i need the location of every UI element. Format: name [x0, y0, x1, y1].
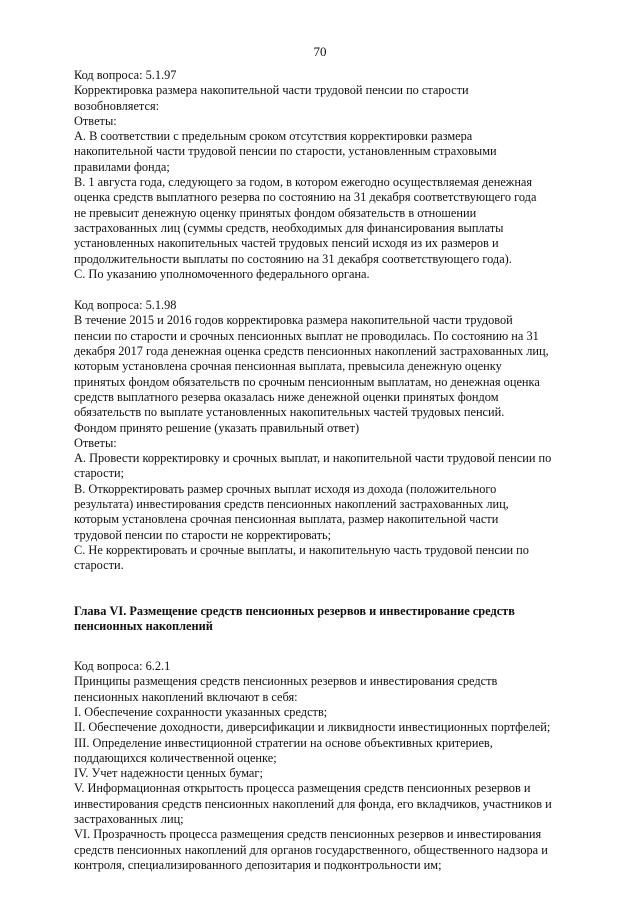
answer-line: В. Откорректировать размер срочных выплат исходя из дохода (положительного — [74, 481, 497, 496]
answer-line: А. В соответствии с предельным сроком отсутствия корректировки размера — [74, 129, 473, 144]
answer-line: результата) инвестирования средств пенсионных накоплений застрахованных лиц, — [74, 497, 509, 512]
answer-line: не превысит денежную оценку принятых фондом обязательств в отношении — [74, 205, 477, 220]
question-code: Код вопроса: 6.2.1 — [74, 659, 171, 674]
question-code: Код вопроса: 5.1.98 — [74, 298, 177, 313]
answer-line: В. 1 августа года, следующего за годом, в котором ежегодно осуществляемая денежная — [74, 175, 533, 190]
answer-line: продолжительности выплаты по состоянию на 31 декабря соответствующего года). — [74, 251, 512, 266]
answer-line: застрахованных лиц (суммы средств, необходимых для финансирования выплаты — [74, 220, 504, 235]
principle-line: II. Обеспечение доходности, диверсификации и ликвидности инвестиционных портфелей; — [74, 720, 551, 735]
question-text-line: принятых фондом обязательств по срочным пенсионным выплатам, но денежная оценка — [74, 374, 540, 389]
question-text-line: пенсии по старости и срочных пенсионных выплат не проводилась. По состоянию на 31 — [74, 328, 539, 343]
question-text-line: пенсионных накоплений включают в себя: — [74, 689, 298, 704]
question-code: Код вопроса: 5.1.97 — [74, 68, 177, 82]
answer-line: старости; — [74, 466, 125, 481]
question-5-1-97 — [74, 68, 586, 282]
answer-line: накопительной части трудовой пенсии по старости, установленным страховыми — [74, 144, 497, 159]
page-number: 70 — [313, 44, 327, 59]
principle-line: средств пенсионных накоплений для органов государственного, общественного надзора и — [74, 842, 548, 857]
chapter-heading — [74, 604, 586, 635]
question-text-line: Корректировка размера накопительной части трудовой пенсии по старости — [74, 83, 469, 98]
answer-line: старости. — [74, 558, 124, 573]
principle-line: IV. Учет надежности ценных бумаг; — [74, 766, 263, 781]
principle-line: V. Информационная открытость процесса размещения средств пенсионных резервов и — [74, 781, 531, 796]
answer-line: которым установлена срочная пенсионная выплата, размер накопительной части — [74, 512, 499, 527]
answers-label: Ответы: — [74, 113, 117, 128]
section-spacer — [74, 634, 586, 659]
question-6-2-1 — [74, 659, 586, 873]
document-content — [74, 68, 586, 873]
chapter-title-line: пенсионных накоплений — [74, 618, 213, 633]
question-text-line: Принципы размещения средств пенсионных резервов и инвестирования средств — [74, 674, 498, 689]
principle-line: застрахованных лиц; — [74, 812, 184, 827]
question-text-line: обязательств по выплате установленных накопительных частей трудовых пенсий. — [74, 405, 505, 420]
chapter-title-line: Глава VI. Размещение средств пенсионных резервов и инвестирование средств — [74, 603, 515, 618]
principle-line: контроля, специализированного депозитария и подконтрольности им; — [74, 857, 442, 872]
answer-line: оценка средств выплатного резерва по состоянию на 31 декабря соответствующего года — [74, 190, 537, 205]
principle-line: поддающихся количественной оценке; — [74, 750, 277, 765]
principle-line: инвестирования средств пенсионных накоплений для фонда, его вкладчиков, участников и — [74, 796, 552, 811]
answer-line: трудовой пенсии по старости не корректировать; — [74, 527, 332, 542]
question-text-line: которым установлена срочная пенсионная выплата, превысила денежную оценку — [74, 359, 502, 374]
principle-line: I. Обеспечение сохранности указанных средств; — [74, 704, 328, 719]
answer-line: А. Провести корректировку и срочных выплат, и накопительной части трудовой пенсии по — [74, 451, 552, 466]
principle-line: III. Определение инвестиционной стратегии на основе объективных критериев, — [74, 735, 493, 750]
answer-line: С. По указанию уполномоченного федерального органа. — [74, 266, 370, 281]
principle-line: VI. Прозрачность процесса размещения средств пенсионных резервов и инвестирования — [74, 827, 542, 842]
question-text-line: возобновляется: — [74, 98, 160, 113]
question-text-line: Фондом принято решение (указать правильный ответ) — [74, 420, 360, 435]
question-text-line: декабря 2017 года денежная оценка средств пенсионных накоплений застрахованных лиц, — [74, 344, 549, 359]
question-text-line: средств выплатного резерва оказалась ниже денежной оценки принятых фондом — [74, 389, 499, 404]
answer-line: правилами фонда; — [74, 159, 170, 174]
answers-label: Ответы: — [74, 435, 117, 450]
question-text-line: В течение 2015 и 2016 годов корректировка размера накопительной части трудовой — [74, 313, 513, 328]
question-5-1-98 — [74, 298, 586, 573]
section-spacer — [74, 574, 586, 604]
section-spacer — [74, 282, 586, 298]
answer-line: С. Не корректировать и срочные выплаты, и накопительную часть трудовой пенсии по — [74, 542, 529, 557]
answer-line: установленных накопительных частей трудовых пенсий исходя из их размеров и — [74, 236, 499, 251]
